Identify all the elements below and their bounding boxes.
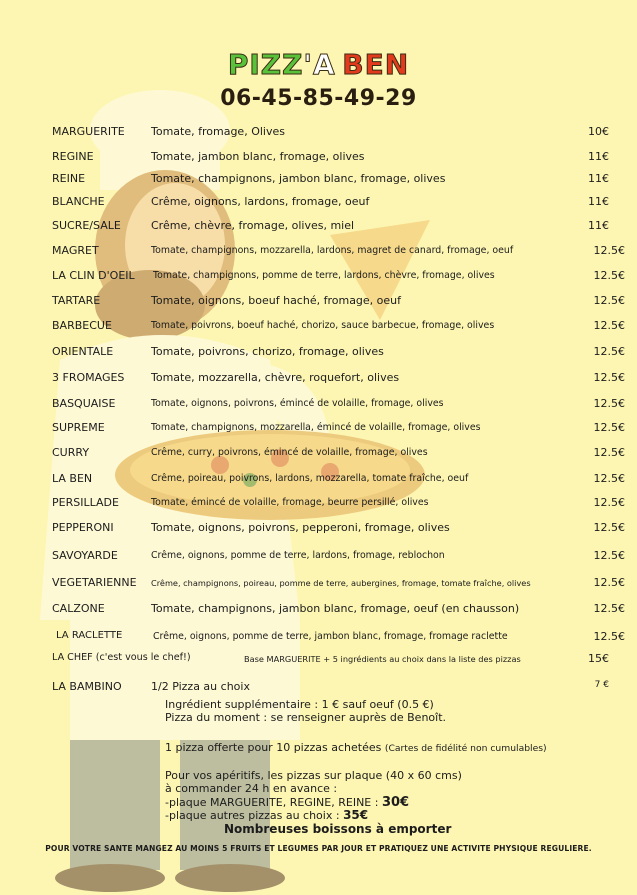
pizza-description: Crême, poireau, poivrons, lardons, mozzarella, tomate fraîche, oeuf [151, 473, 469, 484]
menu-row [0, 150, 637, 168]
pizza-description: Tomate, mozzarella, chèvre, roquefort, olives [151, 371, 400, 384]
pizza-description: Tomate, oignons, boeuf haché, fromage, oeuf [151, 294, 402, 307]
pizza-description: Crême, chèvre, fromage, olives, miel [151, 219, 355, 232]
pizza-price: 7 € [594, 680, 609, 690]
pizza-price: 12.5€ [593, 421, 625, 434]
loyalty-offer-note: (Cartes de fidélité non cumulables) [384, 743, 547, 754]
menu-row [0, 680, 637, 698]
menu-row [0, 549, 637, 567]
pizza-name: CURRY [52, 446, 90, 459]
pizza-description: Crême, champignons, poireau, pomme de terre, aubergines, fromage, tomate fraîche, olives [151, 578, 531, 588]
pizza-price: 12.5€ [593, 576, 625, 589]
pizza-name: BASQUAISE [52, 397, 116, 410]
pizza-price: 10€ [588, 125, 609, 138]
pizza-description: Tomate, oignons, poivrons, émincé de volaille, fromage, olives [151, 398, 444, 409]
pizza-price: 12.5€ [593, 602, 625, 615]
pizza-name: PEPPERONI [52, 521, 114, 534]
phone-number: 06-45-85-49-29 [220, 86, 417, 111]
pizza-description: 1/2 Pizza au choix [151, 680, 250, 693]
aperitif-line-2: à commander 24 h en avance : [165, 782, 338, 795]
menu-row [0, 319, 637, 337]
pizza-price: 12.5€ [593, 446, 625, 459]
pizza-price: 12.5€ [593, 319, 625, 332]
pizza-name: BLANCHE [52, 195, 105, 208]
pizza-name: TARTARE [52, 294, 101, 307]
pizza-description: Tomate, champignons, mozzarella, lardons, magret de canard, fromage, oeuf [151, 245, 514, 256]
pizza-price: 12.5€ [593, 397, 625, 410]
plaque-line-2 [165, 808, 368, 822]
menu-row [0, 219, 637, 237]
loyalty-offer [165, 741, 547, 754]
aperitif-line-1: Pour vos apéritifs, les pizzas sur plaque (40 x 60 cms) [165, 769, 462, 782]
pizza-price: 12.5€ [593, 521, 625, 534]
title-part-white: 'A [303, 48, 336, 81]
pizza-description: Tomate, champignons, mozzarella, émincé de volaille, fromage, olives [151, 422, 481, 433]
pizza-description: Tomate, champignons, pomme de terre, lardons, chèvre, fromage, olives [153, 270, 495, 281]
pizza-price: 12.5€ [593, 549, 625, 562]
pizza-price: 12.5€ [593, 371, 625, 384]
title-part-red: BEN [342, 48, 410, 81]
menu-row [0, 294, 637, 312]
pizza-name: LA CHEF (c'est vous le chef!) [52, 652, 191, 663]
plaque-1-price: 30€ [381, 795, 410, 810]
menu-row [0, 421, 637, 439]
menu-row [0, 576, 637, 594]
pizza-description: Tomate, poivrons, chorizo, fromage, olives [151, 345, 384, 358]
pizza-description: Tomate, champignons, jambon blanc, fromage, olives [151, 172, 446, 185]
pizza-name: MARGUERITE [52, 125, 125, 138]
pizza-name: ORIENTALE [52, 345, 114, 358]
pizza-description: Tomate, émincé de volaille, fromage, beurre persillé, olives [151, 497, 429, 508]
pizza-name: LA BAMBINO [52, 680, 122, 693]
pizza-price: 12.5€ [593, 244, 625, 257]
pizza-price: 12.5€ [593, 630, 625, 643]
loyalty-offer-text: 1 pizza offerte pour 10 pizzas achetées [165, 741, 382, 754]
menu-row [0, 446, 637, 464]
menu-row [0, 602, 637, 620]
pizza-name: LA BEN [52, 472, 93, 485]
pizza-name: SUCRE/SALE [52, 219, 121, 232]
plaque-1-text: -plaque MARGUERITE, REGINE, REINE : [165, 796, 379, 809]
supplement-info: Ingrédient supplémentaire : 1 € sauf oeuf (0.5 €) [165, 698, 434, 711]
pizza-name: LA RACLETTE [56, 630, 123, 641]
pizza-description: Crême, oignons, pomme de terre, jambon blanc, fromage, fromage raclette [153, 631, 508, 642]
menu-row [0, 472, 637, 490]
plaque-2-price: 35€ [343, 808, 369, 822]
pizza-price: 15€ [588, 652, 609, 665]
restaurant-title [0, 48, 637, 81]
pizza-name: VEGETARIENNE [52, 576, 137, 589]
menu-row [0, 397, 637, 415]
pizza-price: 12.5€ [593, 472, 625, 485]
pizza-name: 3 FROMAGES [52, 371, 125, 384]
pizza-price: 11€ [588, 172, 609, 185]
pizza-name: CALZONE [52, 602, 105, 615]
pizza-name: REINE [52, 172, 86, 185]
pizza-description: Tomate, jambon blanc, fromage, olives [151, 150, 365, 163]
title-part-green: PIZZ [227, 48, 304, 81]
menu-row [0, 244, 637, 262]
pizza-description: Tomate, fromage, Olives [151, 125, 285, 138]
pizza-name: PERSILLADE [52, 496, 119, 509]
menu-row [0, 521, 637, 539]
pizza-description: Tomate, oignons, poivrons, pepperoni, fromage, olives [151, 521, 450, 534]
menu-row [0, 496, 637, 514]
pizza-price: 12.5€ [593, 345, 625, 358]
pizza-price: 12.5€ [593, 496, 625, 509]
pizza-description: Crême, oignons, pomme de terre, lardons, fromage, reblochon [151, 550, 445, 561]
pizza-description: Crême, oignons, lardons, fromage, oeuf [151, 195, 370, 208]
pizza-name: REGINE [52, 150, 94, 163]
menu-row [0, 371, 637, 389]
health-footer: POUR VOTRE SANTE MANGEZ AU MOINS 5 FRUITS ET LEGUMES PAR JOUR ET PRATIQUEZ UNE ACTIVITE PHYSIQUE REGULIERE. [45, 844, 592, 853]
pizza-price: 11€ [588, 219, 609, 232]
plaque-2-text: -plaque autres pizzas au choix : [165, 809, 340, 822]
menu-row [0, 345, 637, 363]
pizza-price: 11€ [588, 195, 609, 208]
pizza-du-moment: Pizza du moment : se renseigner auprès de Benoît. [165, 711, 447, 724]
pizza-name: SUPREME [52, 421, 105, 434]
pizza-description: Tomate, champignons, jambon blanc, fromage, oeuf (en chausson) [151, 602, 520, 615]
menu-row [0, 652, 637, 670]
pizza-price: 11€ [588, 150, 609, 163]
menu-row [0, 172, 637, 190]
pizza-name: BARBECUE [52, 319, 112, 332]
pizza-name: MAGRET [52, 244, 99, 257]
menu-row [0, 269, 637, 287]
pizza-name: SAVOYARDE [52, 549, 118, 562]
menu-row [0, 125, 637, 143]
pizza-name: LA CLIN D'OEIL [52, 269, 135, 282]
pizza-description: Tomate, poivrons, boeuf haché, chorizo, sauce barbecue, fromage, olives [151, 320, 495, 331]
pizza-description: Crême, curry, poivrons, émincé de volaille, fromage, olives [151, 447, 428, 458]
drinks-note: Nombreuses boissons à emporter [224, 822, 452, 836]
menu-row [0, 195, 637, 213]
menu-row [0, 630, 637, 648]
pizza-price: 12.5€ [593, 269, 625, 282]
pizza-description: Base MARGUERITE + 5 ingrédients au choix dans la liste des pizzas [244, 654, 521, 664]
pizza-price: 12.5€ [593, 294, 625, 307]
